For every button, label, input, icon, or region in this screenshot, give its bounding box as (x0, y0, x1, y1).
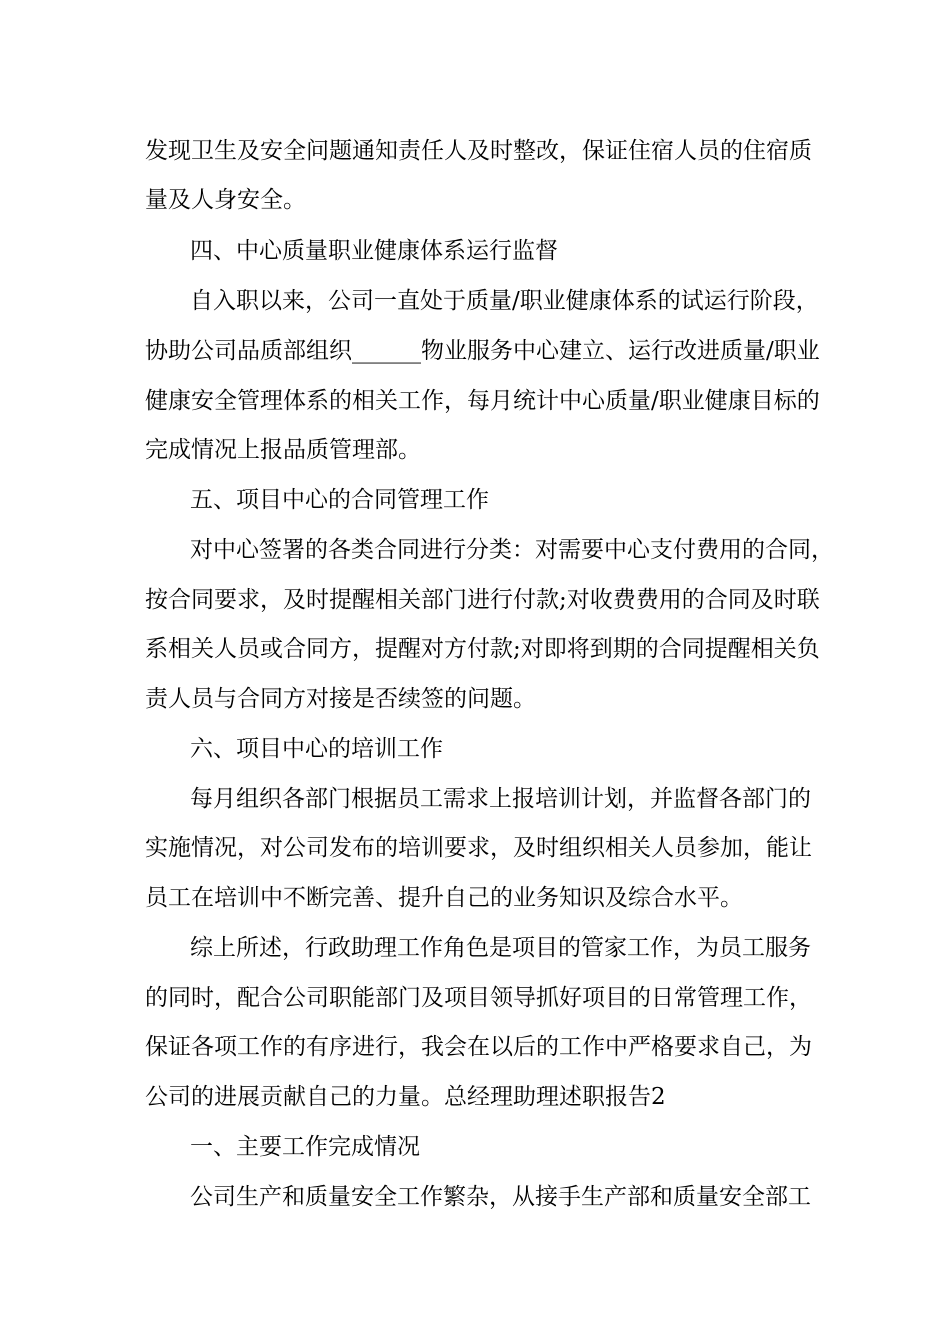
paragraph-line: 系相关人员或合同方，提醒对方付款;对即将到期的合同提醒相关负 (145, 636, 820, 662)
section-heading: 一、主要工作完成情况 (190, 1134, 420, 1160)
paragraph-line: 员工在培训中不断完善、提升自己的业务知识及综合水平。 (145, 885, 743, 911)
paragraph-line: 责人员与合同方对接是否续签的问题。 (145, 686, 536, 712)
section-heading: 五、项目中心的合同管理工作 (190, 487, 489, 513)
section-heading: 六、项目中心的培训工作 (190, 736, 443, 762)
paragraph-line: 对中心签署的各类合同进行分类：对需要中心支付费用的合同， (190, 537, 834, 563)
paragraph-line: 的同时，配合公司职能部门及项目领导抓好项目的日常管理工作， (145, 985, 812, 1011)
paragraph-line: 健康安全管理体系的相关工作，每月统计中心质量/职业健康目标的 (145, 388, 820, 414)
paragraph-line: 公司的进展贡献自己的力量。总经理助理述职报告2 (145, 1084, 666, 1110)
paragraph-line: 协助公司品质部组织______物业服务中心建立、运行改进质量/职业 (145, 338, 820, 364)
paragraph-line: 完成情况上报品质管理部。 (145, 437, 421, 463)
paragraph-line: 自入职以来，公司一直处于质量/职业健康体系的试运行阶段， (190, 288, 819, 314)
paragraph-line: 公司生产和质量安全工作繁杂，从接手生产部和质量安全部工 (190, 1184, 811, 1210)
paragraph-line: 保证各项工作的有序进行，我会在以后的工作中严格要求自己，为 (145, 1034, 812, 1060)
paragraph-line: 综上所述，行政助理工作角色是项目的管家工作，为员工服务 (190, 935, 811, 961)
paragraph-line: 按合同要求，及时提醒相关部门进行付款;对收费费用的合同及时联 (145, 587, 820, 613)
paragraph-line: 实施情况，对公司发布的培训要求，及时组织相关人员参加，能让 (145, 835, 812, 861)
paragraph-line: 每月组织各部门根据员工需求上报培训计划，并监督各部门的 (190, 786, 811, 812)
paragraph-line: 量及人身安全。 (145, 187, 306, 213)
paragraph-line: 发现卫生及安全问题通知责任人及时整改，保证住宿人员的住宿质 (145, 138, 812, 164)
section-heading: 四、中心质量职业健康体系运行监督 (190, 238, 558, 264)
